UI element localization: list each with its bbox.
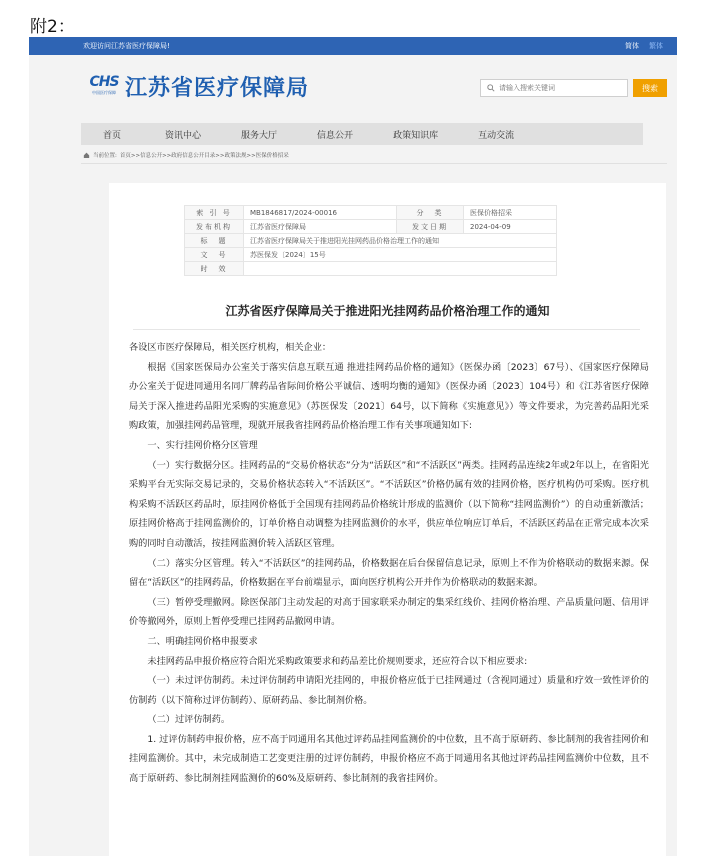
meta-issuer: 江苏省医疗保障局 [244,220,397,234]
meta-validity [244,262,557,276]
nav-policy-library[interactable]: 政策知识库 [393,130,439,141]
home-icon [83,152,90,158]
nav-info-disclosure[interactable]: 信息公开 [317,130,354,141]
site-logo[interactable] [89,71,309,102]
meta-title: 江苏省医疗保障局关于推进阳光挂网药品价格治理工作的通知 [244,234,557,248]
breadcrumb-divider [81,163,667,164]
meta-label: 标 题 [185,234,244,248]
search-button[interactable]: 搜索 [633,79,667,97]
browser-screenshot [29,37,677,856]
meta-label: 发布机构 [185,220,244,234]
section-heading: 一、实行挂网价格分区管理 [147,439,258,451]
breadcrumb-label: 当前位置: [93,153,117,159]
main-nav [81,123,643,145]
nav-home[interactable]: 首页 [103,130,122,141]
body-paragraph: （二）落实分区管理。转入“不活跃区”的挂网药品，价格数据在后台保留信息记录，原则上不作为价格联动的数据来源。保留在“活跃区”的挂网药品，价格数据在平台前端显示，面向医疗机构公开并作为价格联动的数据来源。 [129,557,649,589]
meta-index-number: MB1846817/2024-00016 [244,206,397,220]
document-meta-table [184,205,557,276]
body-paragraph: 根据《国家医保局办公室关于落实信息互联互通 推进挂网药品价格的通知》（医保办函〔2023〕67号）、《国家医疗保障局办公室关于促进同通用名同厂牌药品省际间价格公平诚信、透明均衡的通知》（医保办函〔2023〕104号）和《江苏省医疗保障局关于深入推进药品阳光采购的实施意见》（苏医保发〔2021〕64号，以下简称《实施意见》）等文件要求，为完善药品阳光采购政策，加强挂网药品管理，现就开展我省挂网药品价格治理工作有关事项通知如下: [129,361,649,432]
breadcrumb [83,151,289,159]
breadcrumb-path[interactable]: 首页>>信息公开>>政府信息公开目录>>政策法规>>医保价格招采 [119,153,289,159]
attachment-label: 附2： [30,17,75,37]
lang-traditional-link[interactable]: 繁体 [649,42,663,50]
body-paragraph: 未挂网药品申报价格应符合阳光采购政策要求和药品差比价规则要求，还应符合以下相应要求: [147,655,528,667]
nav-news[interactable]: 资讯中心 [165,130,202,141]
search-box[interactable] [480,79,628,97]
meta-label: 文 号 [185,248,244,262]
meta-label: 索 引 号 [185,206,244,220]
search-icon [487,84,495,92]
meta-label: 发文日期 [397,220,464,234]
nav-services[interactable]: 服务大厅 [241,130,278,141]
top-bar [29,37,677,55]
document-body [129,338,649,789]
meta-doc-number: 苏医保发〔2024〕15号 [244,248,557,262]
meta-category: 医保价格招采 [464,206,557,220]
site-title: 江苏省医疗保障局 [125,76,310,101]
body-paragraph: 1. 过评仿制药申报价格，应不高于同通用名其他过评药品挂网监测价的中位数，且不高于原研药、参比制剂的我省挂网价和挂网监测价。其中，未完成制造工艺变更注册的过评仿制药，申报价格应不高于同通用名其他过评药品挂网监测价中位数，且不高于原研药、参比制剂挂网监测价的60%及原研药、参比制剂的我省挂网价。 [129,733,649,785]
meta-label: 分 类 [397,206,464,220]
body-paragraph: （一）未过评仿制药。未过评仿制药申请阳光挂网的，申报价格应低于已挂网通过（含视同通过）质量和疗效一致性评价的仿制药（以下简称过评仿制药）、原研药品、参比制剂价格。 [129,675,649,706]
meta-date: 2024-04-09 [464,220,557,234]
salutation: 各设区市医疗保障局，相关医疗机构，相关企业： [129,342,332,353]
nav-interaction[interactable]: 互动交流 [478,130,515,141]
body-paragraph: （一）实行数据分区。挂网药品的“交易价格状态”分为“活跃区”和“不活跃区”两类。挂网药品连续2年或2年以上，在省阳光采购平台无实际交易记录的，交易价格状态转入“不活跃区”。“不活跃区”价格仍属有效的挂网价格，医疗机构仍可采购。医疗机构采购不活跃区药品时，原挂网价格低于全国现有挂网药品价格统计形成的监测价（以下简称“挂网监测价”）的自动重新激活；原挂网价格高于挂网监测价的，订单价格自动调整为挂网监测价的水平，供应单位响应订单后，不活跃区药品在正常完成本次采购的同时自动激活，按挂网监测价转入活跃区管理。 [129,459,649,549]
sub-heading: （二）过评仿制药。 [147,714,231,726]
content-panel [109,183,666,856]
meta-label: 时 效 [185,262,244,276]
chs-logo-icon: CHS 中国医疗保障 [89,73,119,95]
title-divider [133,329,640,330]
section-heading: 二、明确挂网价格申报要求 [147,635,258,647]
lang-simplified-link[interactable]: 简体 [625,42,639,50]
welcome-text: 欢迎访问江苏省医疗保障局! [83,42,170,50]
body-paragraph: （三）暂停受理撤网。除医保部门主动发起的对高于国家联采办制定的集采红线价、挂网价格治理、产品质量问题、信用评价等撤网外，原则上暂停受理已挂网药品撤网申请。 [129,596,649,628]
search-input[interactable] [499,84,609,92]
document-title: 江苏省医疗保障局关于推进阳光挂网药品价格治理工作的通知 [225,304,550,318]
